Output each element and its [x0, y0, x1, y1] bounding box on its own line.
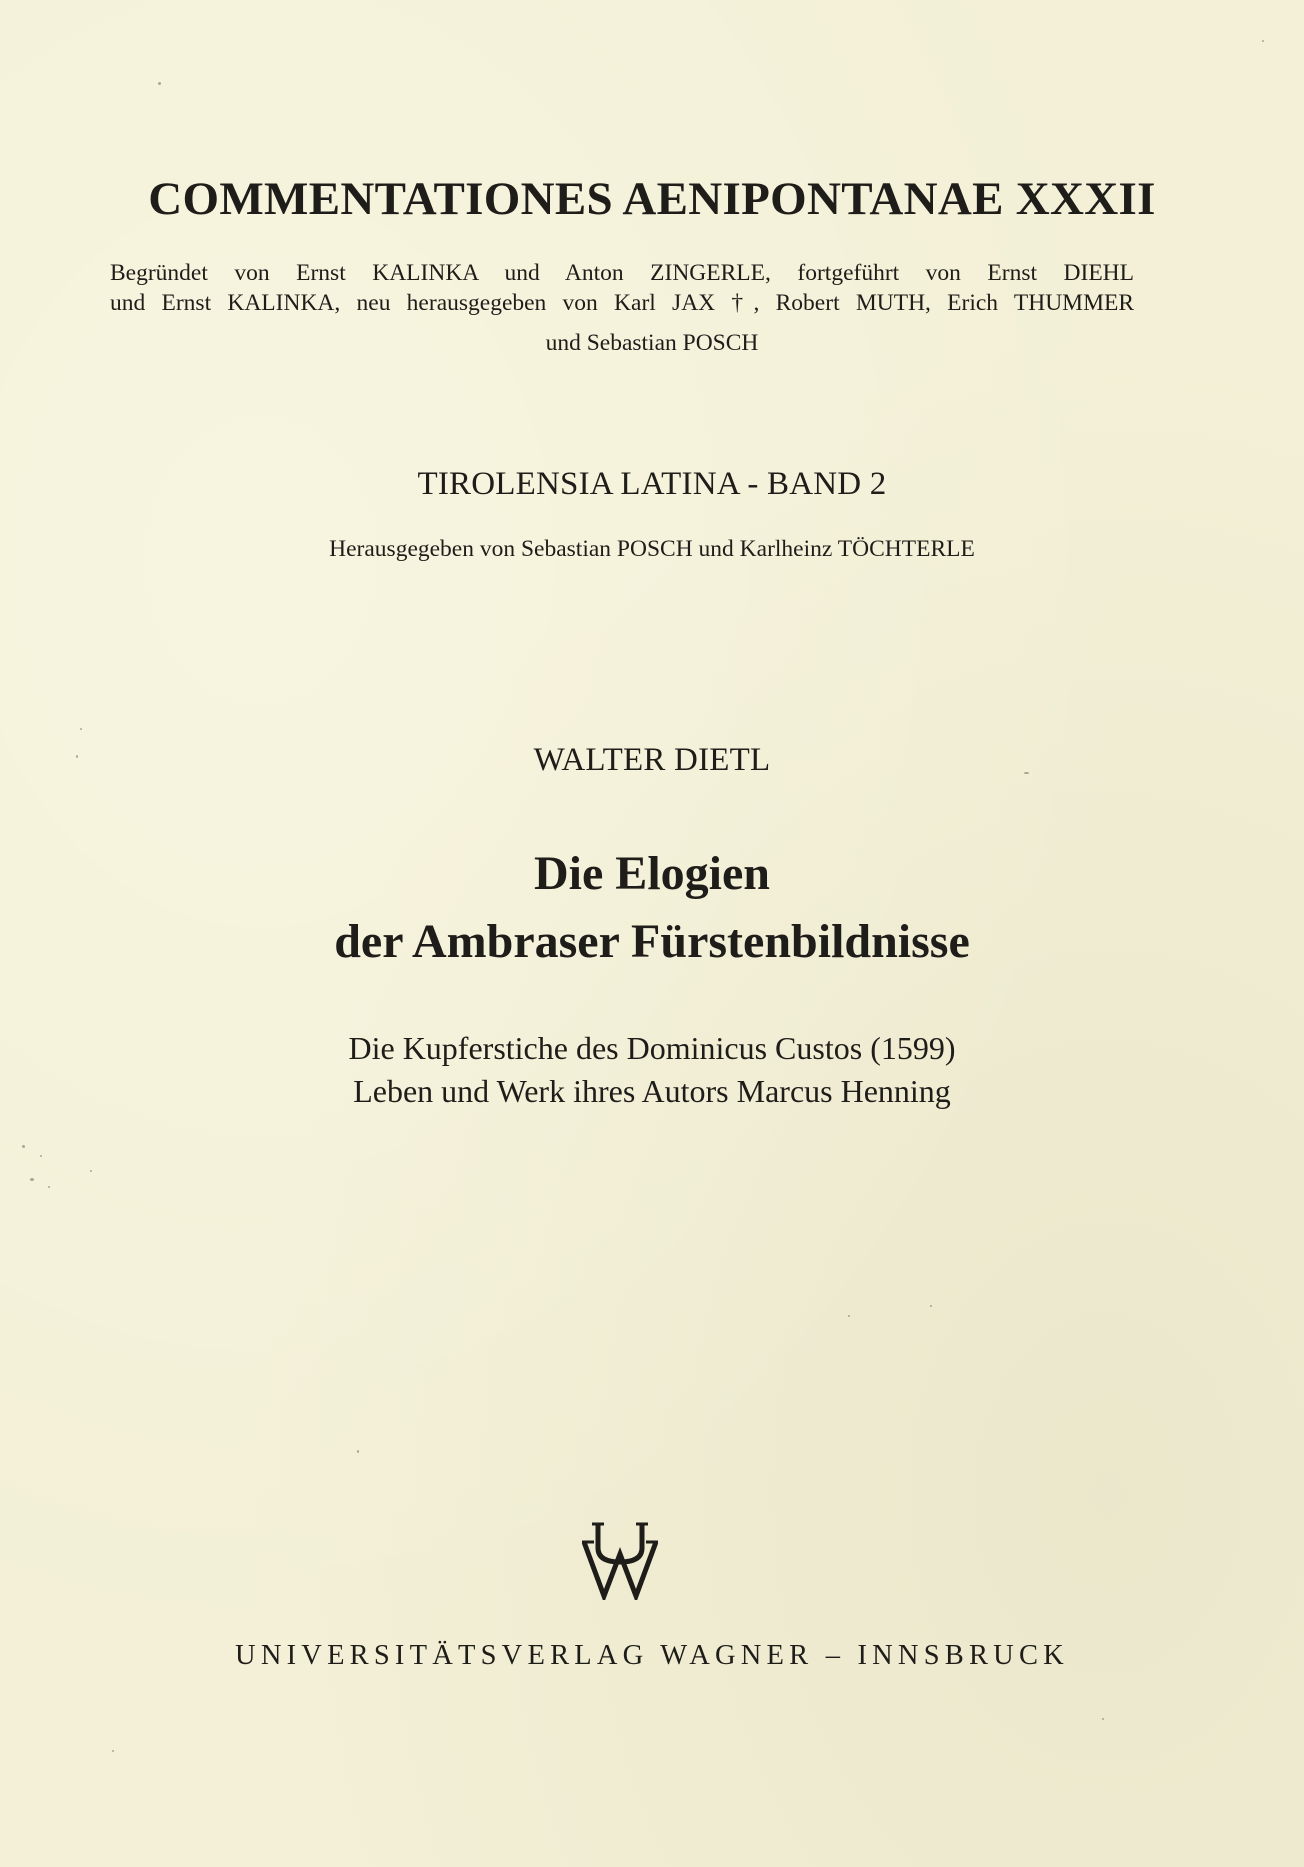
- series-editors-text-2: und Ernst KALINKA, neu herausgegeben von Karl JAX †, Robert MUTH, Erich THUMMER: [110, 290, 1134, 316]
- paper-speck: [158, 82, 161, 85]
- series-editors-line-1: [110, 258, 1134, 288]
- paper-speck: [90, 1170, 92, 1172]
- author-name: WALTER DIETL: [533, 742, 771, 778]
- paper-speck: [357, 1450, 359, 1453]
- series-editors-line-3: und Sebastian POSCH: [545, 330, 759, 356]
- paper-speck: [1262, 40, 1264, 42]
- book-title-line-2: der Ambraser Fürstenbildnisse: [334, 915, 970, 968]
- uw-monogram-icon: [582, 1518, 658, 1600]
- paper-speck: [48, 1186, 50, 1188]
- paper-speck: [1102, 1718, 1104, 1720]
- publisher-name: UNIVERSITÄTSVERLAG WAGNER – INNSBRUCK: [235, 1640, 1069, 1671]
- paper-speck: [930, 1305, 932, 1307]
- book-subtitle-line-1: Die Kupferstiche des Dominicus Custos (1599): [348, 1030, 956, 1066]
- paper-speck: [848, 1315, 850, 1317]
- book-title-line-1: Die Elogien: [534, 847, 770, 900]
- paper-speck: [30, 1178, 34, 1181]
- paper-speck: [22, 1145, 25, 1148]
- paper-speck: [40, 1155, 42, 1157]
- series-title: COMMENTATIONES AENIPONTANAE XXXII: [148, 173, 1156, 225]
- paper-speck: [76, 755, 78, 758]
- paper-speck: [1024, 772, 1029, 774]
- series-editors-text-1: Begründet von Ernst KALINKA und Anton ZINGERLE, fortgeführt von Ernst DIEHL: [110, 260, 1134, 286]
- paper-speck: [112, 1750, 114, 1752]
- subseries-title: TIROLENSIA LATINA - BAND 2: [417, 466, 887, 502]
- series-editors-line-2: [110, 288, 1134, 318]
- book-subtitle-line-2: Leben und Werk ihres Autors Marcus Henning: [353, 1073, 951, 1109]
- paper-speck: [80, 728, 82, 730]
- subseries-editors: Herausgegeben von Sebastian POSCH und Karlheinz TÖCHTERLE: [329, 536, 975, 562]
